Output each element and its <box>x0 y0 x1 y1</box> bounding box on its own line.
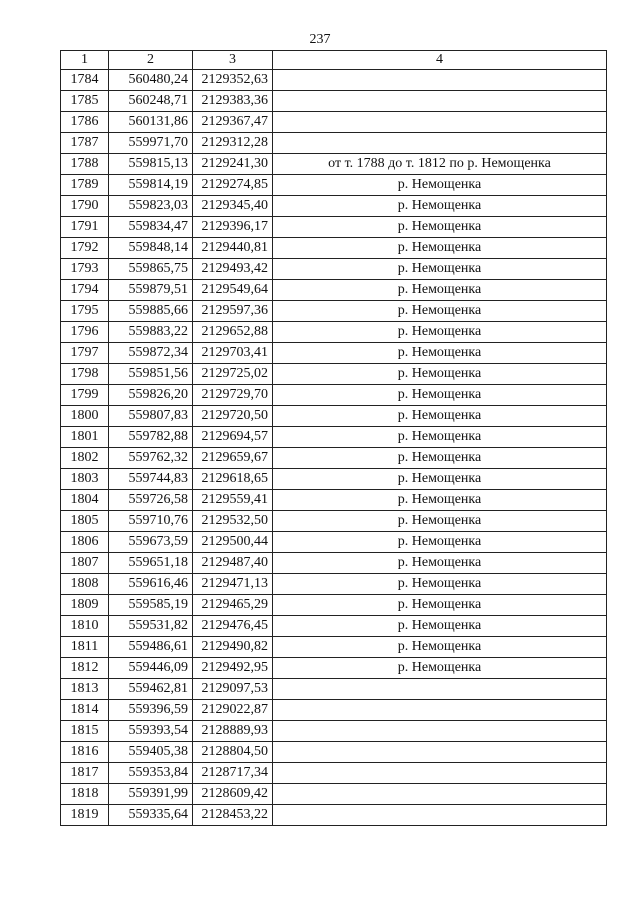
point-number-cell: 1796 <box>61 322 109 343</box>
x-coordinate-cell: 559814,19 <box>109 175 193 196</box>
table-row <box>61 553 607 574</box>
y-coordinate-cell: 2129492,95 <box>193 658 273 679</box>
description-cell: р. Немощенка <box>273 196 607 217</box>
point-number-cell: 1812 <box>61 658 109 679</box>
table-row <box>61 175 607 196</box>
point-number-cell: 1803 <box>61 469 109 490</box>
description-cell: р. Немощенка <box>273 343 607 364</box>
y-coordinate-cell: 2129500,44 <box>193 532 273 553</box>
x-coordinate-cell: 559405,38 <box>109 742 193 763</box>
table-row <box>61 343 607 364</box>
y-coordinate-cell: 2129725,02 <box>193 364 273 385</box>
y-coordinate-cell: 2129493,42 <box>193 259 273 280</box>
point-number-cell: 1789 <box>61 175 109 196</box>
table-row <box>61 259 607 280</box>
y-coordinate-cell: 2129352,63 <box>193 70 273 91</box>
table-row <box>61 679 607 700</box>
description-cell: р. Немощенка <box>273 574 607 595</box>
y-coordinate-cell: 2129440,81 <box>193 238 273 259</box>
x-coordinate-cell: 559851,56 <box>109 364 193 385</box>
table-row <box>61 70 607 91</box>
y-coordinate-cell: 2129703,41 <box>193 343 273 364</box>
point-number-cell: 1802 <box>61 448 109 469</box>
y-coordinate-cell: 2129367,47 <box>193 112 273 133</box>
point-number-cell: 1800 <box>61 406 109 427</box>
x-coordinate-cell: 559616,46 <box>109 574 193 595</box>
description-cell: р. Немощенка <box>273 511 607 532</box>
column-header-4: 4 <box>273 51 607 70</box>
x-coordinate-cell: 559762,32 <box>109 448 193 469</box>
page-number: 237 <box>309 32 331 47</box>
y-coordinate-cell: 2129022,87 <box>193 700 273 721</box>
y-coordinate-cell: 2129559,41 <box>193 490 273 511</box>
y-coordinate-cell: 2128889,93 <box>193 721 273 742</box>
table-row <box>61 490 607 511</box>
x-coordinate-cell: 559396,59 <box>109 700 193 721</box>
x-coordinate-cell: 559782,88 <box>109 427 193 448</box>
x-coordinate-cell: 559585,19 <box>109 595 193 616</box>
y-coordinate-cell: 2128717,34 <box>193 763 273 784</box>
description-cell <box>273 700 607 721</box>
description-cell: р. Немощенка <box>273 595 607 616</box>
description-cell: р. Немощенка <box>273 616 607 637</box>
x-coordinate-cell: 559971,70 <box>109 133 193 154</box>
y-coordinate-cell: 2129465,29 <box>193 595 273 616</box>
table-row <box>61 784 607 805</box>
point-number-cell: 1814 <box>61 700 109 721</box>
point-number-cell: 1810 <box>61 616 109 637</box>
x-coordinate-cell: 559872,34 <box>109 343 193 364</box>
table-row <box>61 448 607 469</box>
description-cell: р. Немощенка <box>273 217 607 238</box>
y-coordinate-cell: 2129097,53 <box>193 679 273 700</box>
description-cell <box>273 91 607 112</box>
point-number-cell: 1786 <box>61 112 109 133</box>
description-cell <box>273 133 607 154</box>
x-coordinate-cell: 559823,03 <box>109 196 193 217</box>
point-number-cell: 1801 <box>61 427 109 448</box>
y-coordinate-cell: 2129490,82 <box>193 637 273 658</box>
description-cell <box>273 805 607 826</box>
table-row <box>61 406 607 427</box>
point-number-cell: 1799 <box>61 385 109 406</box>
x-coordinate-cell: 559651,18 <box>109 553 193 574</box>
description-cell: р. Немощенка <box>273 658 607 679</box>
column-header-2: 2 <box>109 51 193 70</box>
table-row <box>61 301 607 322</box>
y-coordinate-cell: 2129720,50 <box>193 406 273 427</box>
table-row <box>61 385 607 406</box>
description-cell: р. Немощенка <box>273 238 607 259</box>
point-number-cell: 1785 <box>61 91 109 112</box>
point-number-cell: 1798 <box>61 364 109 385</box>
y-coordinate-cell: 2128804,50 <box>193 742 273 763</box>
point-number-cell: 1805 <box>61 511 109 532</box>
column-header-1: 1 <box>61 51 109 70</box>
x-coordinate-cell: 559710,76 <box>109 511 193 532</box>
point-number-cell: 1807 <box>61 553 109 574</box>
y-coordinate-cell: 2129396,17 <box>193 217 273 238</box>
description-cell <box>273 742 607 763</box>
description-cell <box>273 112 607 133</box>
x-coordinate-cell: 559462,81 <box>109 679 193 700</box>
table-row <box>61 322 607 343</box>
y-coordinate-cell: 2129312,28 <box>193 133 273 154</box>
x-coordinate-cell: 560131,86 <box>109 112 193 133</box>
y-coordinate-cell: 2129549,64 <box>193 280 273 301</box>
table-row <box>61 700 607 721</box>
description-cell: р. Немощенка <box>273 259 607 280</box>
x-coordinate-cell: 559673,59 <box>109 532 193 553</box>
y-coordinate-cell: 2128453,22 <box>193 805 273 826</box>
table-row <box>61 238 607 259</box>
table-row <box>61 196 607 217</box>
description-cell: р. Немощенка <box>273 175 607 196</box>
description-cell: от т. 1788 до т. 1812 по р. Немощенка <box>273 154 607 175</box>
description-cell <box>273 721 607 742</box>
x-coordinate-cell: 559391,99 <box>109 784 193 805</box>
x-coordinate-cell: 559885,66 <box>109 301 193 322</box>
point-number-cell: 1793 <box>61 259 109 280</box>
description-cell <box>273 784 607 805</box>
x-coordinate-cell: 559726,58 <box>109 490 193 511</box>
table-row <box>61 595 607 616</box>
point-number-cell: 1817 <box>61 763 109 784</box>
y-coordinate-cell: 2128609,42 <box>193 784 273 805</box>
y-coordinate-cell: 2129532,50 <box>193 511 273 532</box>
y-coordinate-cell: 2129476,45 <box>193 616 273 637</box>
x-coordinate-cell: 560480,24 <box>109 70 193 91</box>
description-cell: р. Немощенка <box>273 364 607 385</box>
y-coordinate-cell: 2129274,85 <box>193 175 273 196</box>
point-number-cell: 1815 <box>61 721 109 742</box>
description-cell: р. Немощенка <box>273 532 607 553</box>
x-coordinate-cell: 559353,84 <box>109 763 193 784</box>
x-coordinate-cell: 559744,83 <box>109 469 193 490</box>
table-row <box>61 364 607 385</box>
x-coordinate-cell: 559879,51 <box>109 280 193 301</box>
y-coordinate-cell: 2129471,13 <box>193 574 273 595</box>
x-coordinate-cell: 559531,82 <box>109 616 193 637</box>
table-row <box>61 91 607 112</box>
table-row <box>61 154 607 175</box>
point-number-cell: 1787 <box>61 133 109 154</box>
description-cell <box>273 679 607 700</box>
table-row <box>61 742 607 763</box>
description-cell: р. Немощенка <box>273 553 607 574</box>
description-cell: р. Немощенка <box>273 322 607 343</box>
x-coordinate-cell: 559807,83 <box>109 406 193 427</box>
point-number-cell: 1790 <box>61 196 109 217</box>
description-cell: р. Немощенка <box>273 469 607 490</box>
description-cell: р. Немощенка <box>273 427 607 448</box>
point-number-cell: 1797 <box>61 343 109 364</box>
y-coordinate-cell: 2129652,88 <box>193 322 273 343</box>
x-coordinate-cell: 559815,13 <box>109 154 193 175</box>
x-coordinate-cell: 559826,20 <box>109 385 193 406</box>
point-number-cell: 1784 <box>61 70 109 91</box>
description-cell: р. Немощенка <box>273 406 607 427</box>
point-number-cell: 1792 <box>61 238 109 259</box>
table-header-row <box>61 51 607 70</box>
x-coordinate-cell: 559335,64 <box>109 805 193 826</box>
table-row <box>61 616 607 637</box>
column-header-3: 3 <box>193 51 273 70</box>
point-number-cell: 1794 <box>61 280 109 301</box>
table-row <box>61 511 607 532</box>
x-coordinate-cell: 559834,47 <box>109 217 193 238</box>
x-coordinate-cell: 559486,61 <box>109 637 193 658</box>
table-row <box>61 469 607 490</box>
y-coordinate-cell: 2129345,40 <box>193 196 273 217</box>
description-cell: р. Немощенка <box>273 448 607 469</box>
y-coordinate-cell: 2129618,65 <box>193 469 273 490</box>
y-coordinate-cell: 2129694,57 <box>193 427 273 448</box>
coordinates-table <box>60 50 607 826</box>
y-coordinate-cell: 2129597,36 <box>193 301 273 322</box>
table-row <box>61 133 607 154</box>
table-row <box>61 427 607 448</box>
point-number-cell: 1808 <box>61 574 109 595</box>
x-coordinate-cell: 559446,09 <box>109 658 193 679</box>
table-row <box>61 763 607 784</box>
point-number-cell: 1804 <box>61 490 109 511</box>
point-number-cell: 1811 <box>61 637 109 658</box>
x-coordinate-cell: 559883,22 <box>109 322 193 343</box>
point-number-cell: 1795 <box>61 301 109 322</box>
y-coordinate-cell: 2129241,30 <box>193 154 273 175</box>
table-row <box>61 532 607 553</box>
y-coordinate-cell: 2129729,70 <box>193 385 273 406</box>
y-coordinate-cell: 2129383,36 <box>193 91 273 112</box>
description-cell <box>273 70 607 91</box>
point-number-cell: 1819 <box>61 805 109 826</box>
point-number-cell: 1806 <box>61 532 109 553</box>
x-coordinate-cell: 560248,71 <box>109 91 193 112</box>
point-number-cell: 1813 <box>61 679 109 700</box>
point-number-cell: 1816 <box>61 742 109 763</box>
table-row <box>61 574 607 595</box>
description-cell: р. Немощенка <box>273 301 607 322</box>
description-cell <box>273 763 607 784</box>
y-coordinate-cell: 2129659,67 <box>193 448 273 469</box>
description-cell: р. Немощенка <box>273 490 607 511</box>
description-cell: р. Немощенка <box>273 280 607 301</box>
y-coordinate-cell: 2129487,40 <box>193 553 273 574</box>
table-row <box>61 217 607 238</box>
x-coordinate-cell: 559865,75 <box>109 259 193 280</box>
table-row <box>61 658 607 679</box>
table-row <box>61 637 607 658</box>
table-row <box>61 805 607 826</box>
description-cell: р. Немощенка <box>273 637 607 658</box>
x-coordinate-cell: 559848,14 <box>109 238 193 259</box>
x-coordinate-cell: 559393,54 <box>109 721 193 742</box>
table-row <box>61 280 607 301</box>
table-row <box>61 112 607 133</box>
table-body <box>61 70 607 826</box>
point-number-cell: 1788 <box>61 154 109 175</box>
point-number-cell: 1791 <box>61 217 109 238</box>
point-number-cell: 1809 <box>61 595 109 616</box>
description-cell: р. Немощенка <box>273 385 607 406</box>
table-row <box>61 721 607 742</box>
point-number-cell: 1818 <box>61 784 109 805</box>
